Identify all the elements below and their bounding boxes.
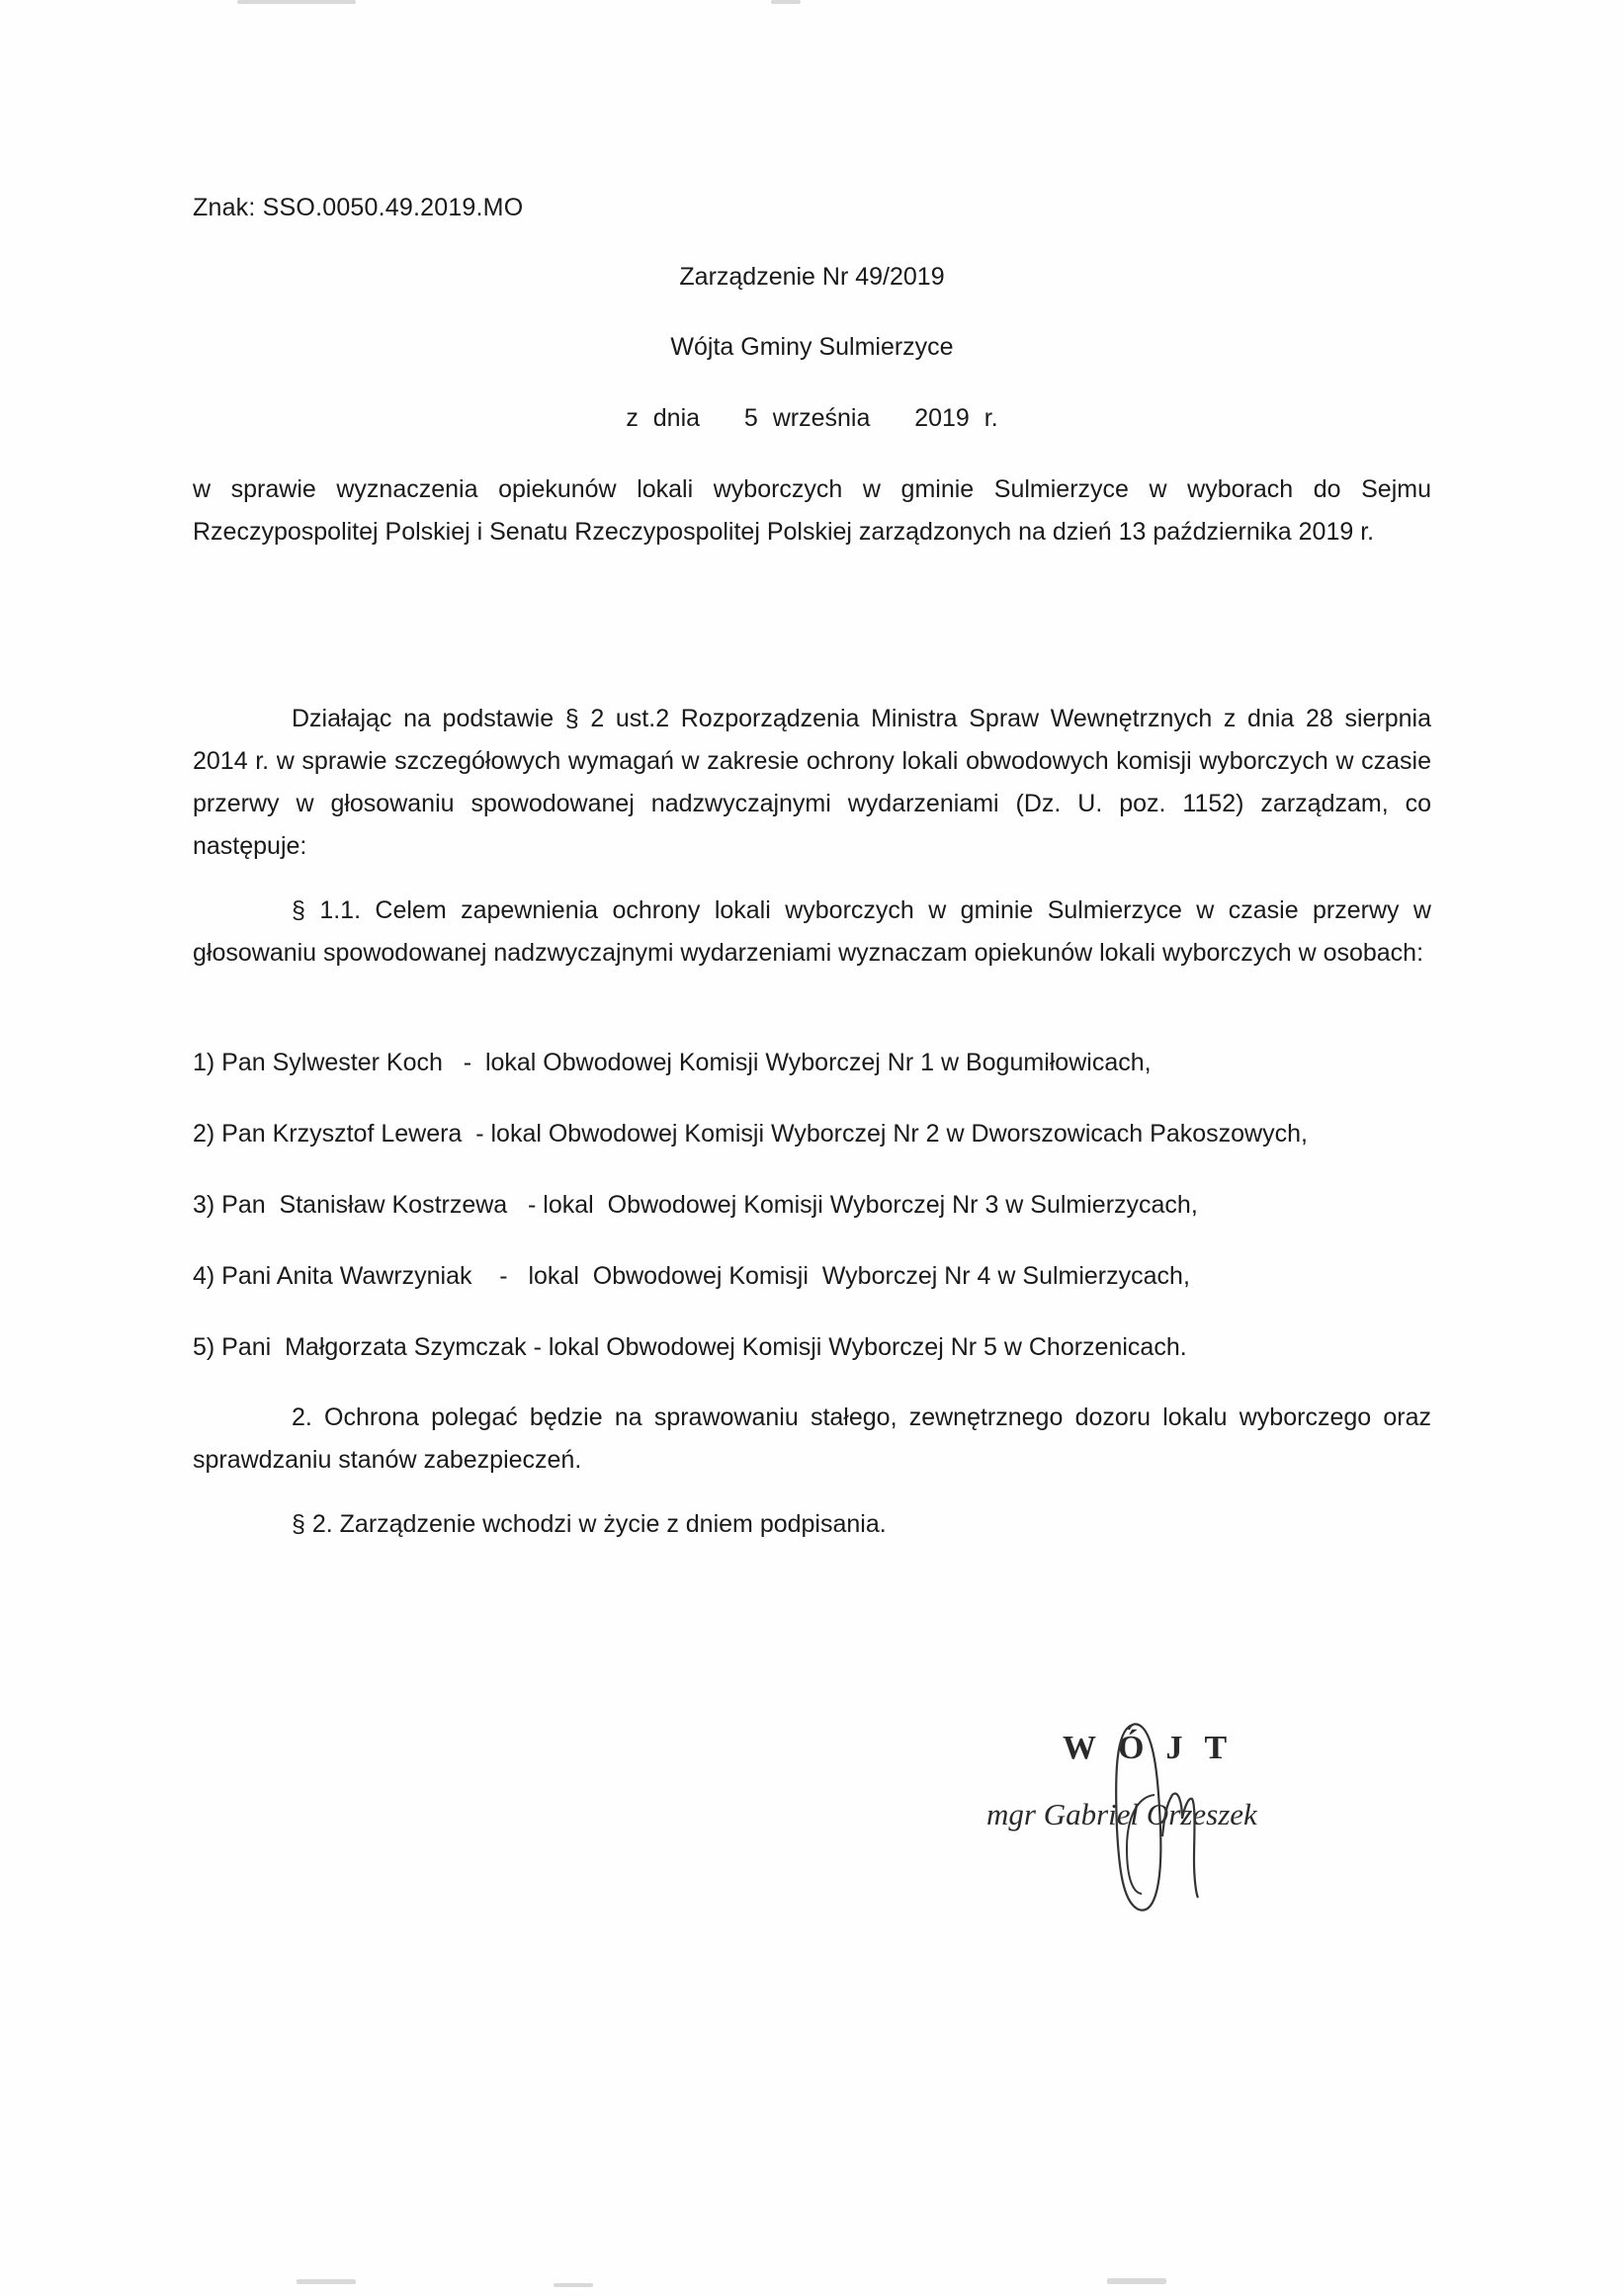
signature-title: WÓJT <box>1063 1730 1249 1766</box>
list-item: 5) Pani Małgorzata Szymczak - lokal Obwodowej Komisji Wyborczej Nr 5 w Chorzenicach. <box>193 1333 1187 1361</box>
signature-block <box>939 1720 1354 1917</box>
handwritten-signature-icon <box>939 1720 1354 1917</box>
scan-artifact <box>1107 2278 1166 2284</box>
date-text: z dnia 5 września 2019 r. <box>626 404 998 432</box>
scan-artifact <box>554 2283 593 2287</box>
caretakers-list <box>193 1045 1478 1401</box>
paragraph-1-1: § 1.1. Celem zapewnienia ochrony lokali wyborczych w gminie Sulmierzyce w czasie przerwy w głosowaniu spowodowanej nadzwyczajnymi wydarzeniami wyznaczam opiekunów lokali wyborczych w osobach: <box>193 896 1431 967</box>
list-item: 2) Pan Krzysztof Lewera - lokal Obwodowej Komisji Wyborczej Nr 2 w Dworszowicach Pakoszowych, <box>193 1120 1308 1148</box>
scan-artifact <box>237 0 356 4</box>
list-item: 3) Pan Stanisław Kostrzewa - lokal Obwodowej Komisji Wyborczej Nr 3 w Sulmierzycach, <box>193 1191 1198 1219</box>
legal-basis-paragraph: Działając na podstawie § 2 ust.2 Rozporządzenia Ministra Spraw Wewnętrznych z dnia 28 sierpnia 2014 r. w sprawie szczegółowych wymagań w zakresie ochrony lokali obwodowych komisji wyborczych w czasie przerwy w głosowaniu spowodowanej nadzwyczajnymi wydarzeniami (Dz. U. poz. 1152) zarządzam, co następuje: <box>193 705 1431 860</box>
reference-number: Znak: SSO.0050.49.2019.MO <box>193 194 524 221</box>
scan-artifact <box>297 2279 356 2284</box>
paragraph-2: § 2. Zarządzenie wchodzi w życie z dniem podpisania. <box>292 1510 887 1538</box>
signature-name: mgr Gabriel Orzeszek <box>986 1797 1257 1831</box>
paragraph-1-2: 2. Ochrona polegać będzie na sprawowaniu stałego, zewnętrznego dozoru lokalu wyborczego oraz sprawdzaniu stanów zabezpieczeń. <box>193 1403 1431 1474</box>
ordinance-date <box>0 404 1624 433</box>
ordinance-subject: w sprawie wyznaczenia opiekunów lokali wyborczych w gminie Sulmierzyce w wyborach do Sejmu Rzeczypospolitej Polskiej i Senatu Rzeczypospolitej Polskiej zarządzonych na dzień 13 października 2019 r. <box>193 475 1431 546</box>
ordinance-issuer: Wójta Gminy Sulmierzyce <box>670 333 954 361</box>
scan-artifact <box>771 0 801 4</box>
ordinance-title: Zarządzenie Nr 49/2019 <box>679 263 945 291</box>
list-item: 1) Pan Sylwester Koch - lokal Obwodowej Komisji Wyborczej Nr 1 w Bogumiłowicach, <box>193 1049 1152 1076</box>
list-item: 4) Pani Anita Wawrzyniak - lokal Obwodowej Komisji Wyborczej Nr 4 w Sulmierzycach, <box>193 1262 1190 1290</box>
